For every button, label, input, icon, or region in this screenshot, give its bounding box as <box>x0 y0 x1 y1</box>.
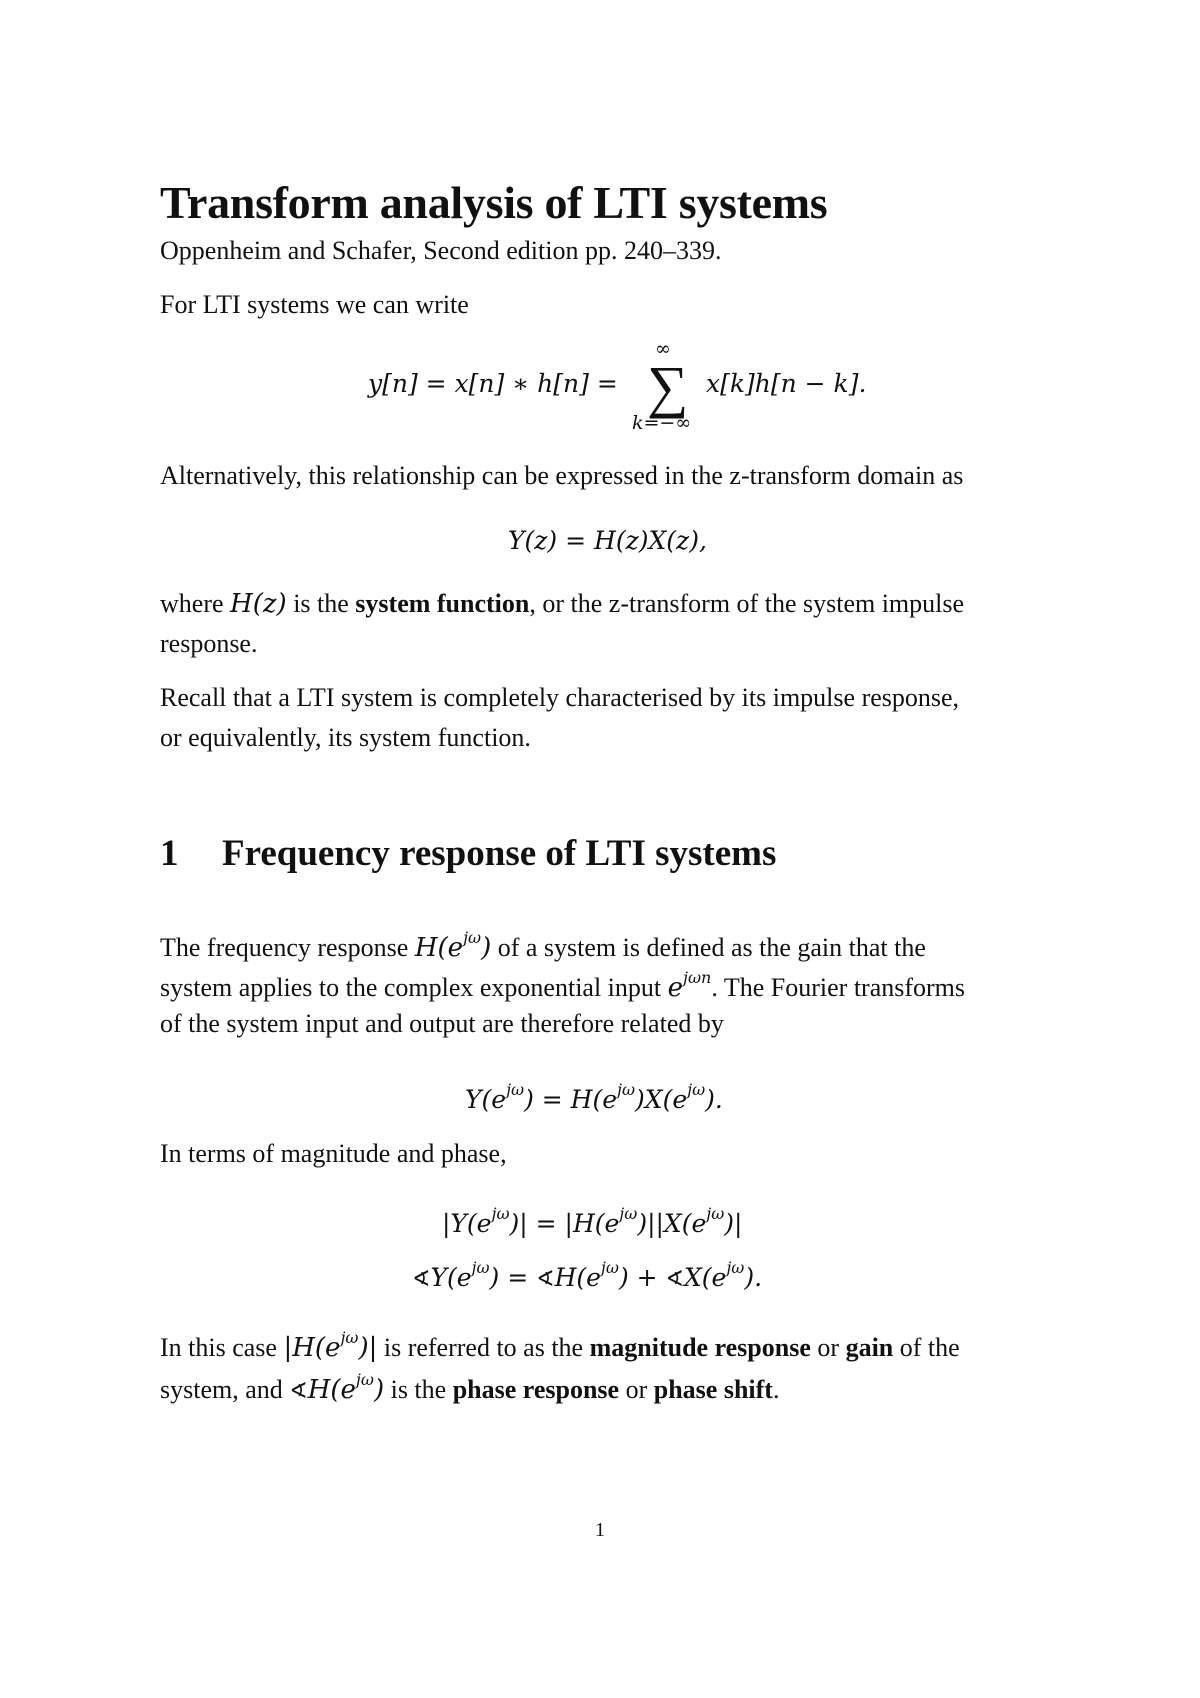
system-function-symbol: H(z) <box>230 589 287 619</box>
phase-equation: $∢Y(e^{j\omega})$ = $∢H(e^{j\omega})$ + $∢X(e^{j\omega})$. <box>412 1258 763 1292</box>
conclusion-line1: In this case $|H(e^{j\omega})|$ is referred to as the magnitude response or gain of the <box>160 1328 960 1363</box>
recall-line2: or equivalently, its system function. <box>160 723 531 752</box>
where-text-3: , or the z-transform of the system impulse <box>529 589 965 618</box>
convolution-equation-lhs: y[n] = x[n] ∗ h[n] = <box>368 369 618 398</box>
phase-response-term: phase response <box>452 1375 620 1404</box>
intro-text: For LTI systems we can write <box>160 290 469 319</box>
sum-lower-limit: k=−∞ <box>632 412 692 434</box>
magnitude-phase-intro: In terms of magnitude and phase, <box>160 1139 507 1168</box>
reference-line: Oppenheim and Schafer, Second edition pp. 240–339. <box>160 236 722 265</box>
fourier-relation-equation: $Y(e^{j\omega}) = H(e^{j\omega})X(e^{j\omega})$. <box>465 1080 723 1114</box>
where-text: where <box>160 589 231 618</box>
frequency-paragraph-line3: of the system input and output are therefore related by <box>160 1009 724 1038</box>
text-span: . The Fourier transforms <box>711 973 966 1002</box>
section-number: 1 <box>160 833 179 874</box>
recall-line1: Recall that a LTI system is completely characterised by its impulse response, <box>160 683 960 712</box>
magnitude-equation: $|Y(e^{j\omega})| = |H(e^{j\omega})||X(e^{j\omega})|$ <box>442 1204 743 1238</box>
magnitude-response-term: magnitude response <box>589 1333 811 1362</box>
convolution-equation-rhs: x[k]h[n − k]. <box>706 369 867 398</box>
complex-exponential-symbol: $e^{j\omega n}$ <box>667 968 712 1003</box>
page-title: Transform analysis of LTI systems <box>160 177 828 228</box>
where-text-2: is the <box>286 589 356 618</box>
sum-symbol: ∑ <box>647 354 689 419</box>
where-paragraph-line2: response. <box>160 629 258 658</box>
system-function-term: system function <box>355 589 530 618</box>
frequency-paragraph-line1 <box>160 928 926 964</box>
phase-shift-term: phase shift <box>653 1375 773 1404</box>
page-number: 1 <box>595 1519 605 1541</box>
z-transform-equation: Y(z) = H(z)X(z), <box>508 526 707 555</box>
text-span: system applies to the complex exponential input <box>160 973 668 1002</box>
text-span: of a system is defined as the gain that the <box>491 933 926 962</box>
section-title: Frequency response of LTI systems <box>222 833 777 874</box>
gain-term: gain <box>845 1333 894 1362</box>
frequency-paragraph-line2 <box>160 968 965 1004</box>
where-paragraph-line1 <box>160 588 964 620</box>
text-span: The frequency response <box>160 933 415 962</box>
frequency-response-symbol: $H(e^{j\omega})$ <box>414 928 492 963</box>
alternative-text: Alternatively, this relationship can be expressed in the z-transform domain as <box>160 461 964 490</box>
sum-upper-limit: ∞ <box>655 338 671 360</box>
conclusion-line2: system, and $∢H(e^{j\omega})$ is the phase response or phase shift. <box>160 1370 780 1405</box>
